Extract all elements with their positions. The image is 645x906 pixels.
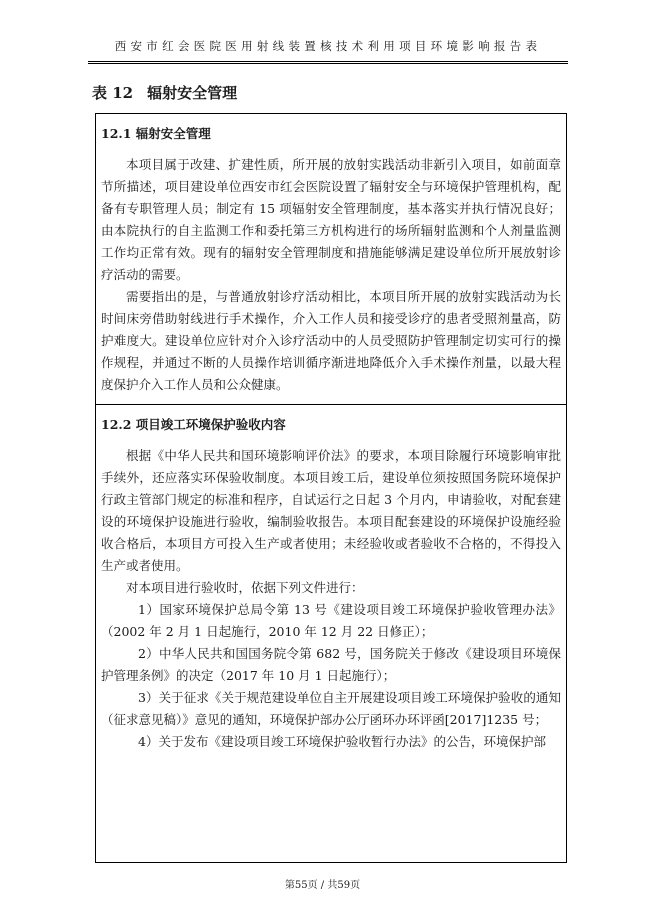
subsection-heading: 12.1 辐射安全管理: [101, 126, 211, 141]
section-number: 表 12: [92, 84, 134, 102]
list-item: 2）中华人民共和国国务院令第 682 号，国务院关于修改《建设项目环境保护管理条例》的决定（2017 年 10 月 1 日起施行）；: [101, 646, 561, 683]
section-title-text: 辐射安全管理: [147, 84, 238, 102]
paragraph: 根据《中华人民共和国环境影响评价法》的要求，本项目除履行环境影响审批手续外，还应落实环保验收制度。本项目竣工后，建设单位须按照国务院环境保护行政主管部门规定的标准和程序，自试运行之日起 3 个月内，申请验收，对配套建设的环境保护设施进行验收，编制验收报告。本项目配套建设的环境保护设施经验收合格后，本项目方可投入生产或者使用；未经验收或者验收不合格的，不得投入生产或者使用。: [101, 448, 561, 573]
page-footer: 第55页 / 共59页: [284, 880, 361, 891]
subsection-heading: 12.2 项目竣工环境保护验收内容: [101, 417, 286, 432]
subsection-acceptance: [96, 405, 566, 753]
list-item: 1）国家环境保护总局令第 13 号《建设项目竣工环境保护验收管理办法》（2002 年 2 月 1 日起施行，2010 年 12 月 22 日修正）；: [101, 602, 561, 639]
subsection-radiation-safety: [96, 114, 566, 396]
paragraph: 本项目属于改建、扩建性质，所开展的放射实践活动非新引入项目，如前面章节所描述，项目建设单位西安市红会医院设置了辐射安全与环境保护管理机构，配备有专职管理人员；制定有 15 项辐射安全管理制度，基本落实并执行情况良好；由本院执行的自主监测工作和委托第三方机构进行的场所辐射监测和个人剂量监测工作均正常有效。现有的辐射安全管理制度和措施能够满足建设单位所开展放射诊疗活动的需要。: [101, 157, 561, 282]
paragraph: 需要指出的是，与普通放射诊疗活动相比，本项目所开展的放射实践活动为长时间床旁借助射线进行手术操作，介入工作人员和接受诊疗的患者受照剂量高，防护难度大。建设单位应针对介入诊疗活动中的人员受照防护管理制定切实可行的操作规程，并通过不断的人员操作培训循序渐进地降低介入手术操作剂量，以最大程度保护介入工作人员和公众健康。: [101, 289, 561, 392]
running-header: 西安市红会医院医用射线装置核技术利用项目环境影响报告表: [114, 39, 542, 53]
section-title: [92, 82, 237, 103]
content-box: [95, 113, 567, 863]
header-rule: [88, 61, 568, 64]
list-item: 4）关于发布《建设项目竣工环境保护验收暂行办法》的公告，环境保护部: [138, 734, 546, 749]
paragraph: 对本项目进行验收时，依据下列文件进行：: [126, 580, 364, 595]
list-item: 3）关于征求《关于规范建设单位自主开展建设项目竣工环境保护验收的通知（征求意见稿）》意见的通知，环境保护部办公厅函环办环评函[2017]1235 号；: [101, 690, 561, 727]
